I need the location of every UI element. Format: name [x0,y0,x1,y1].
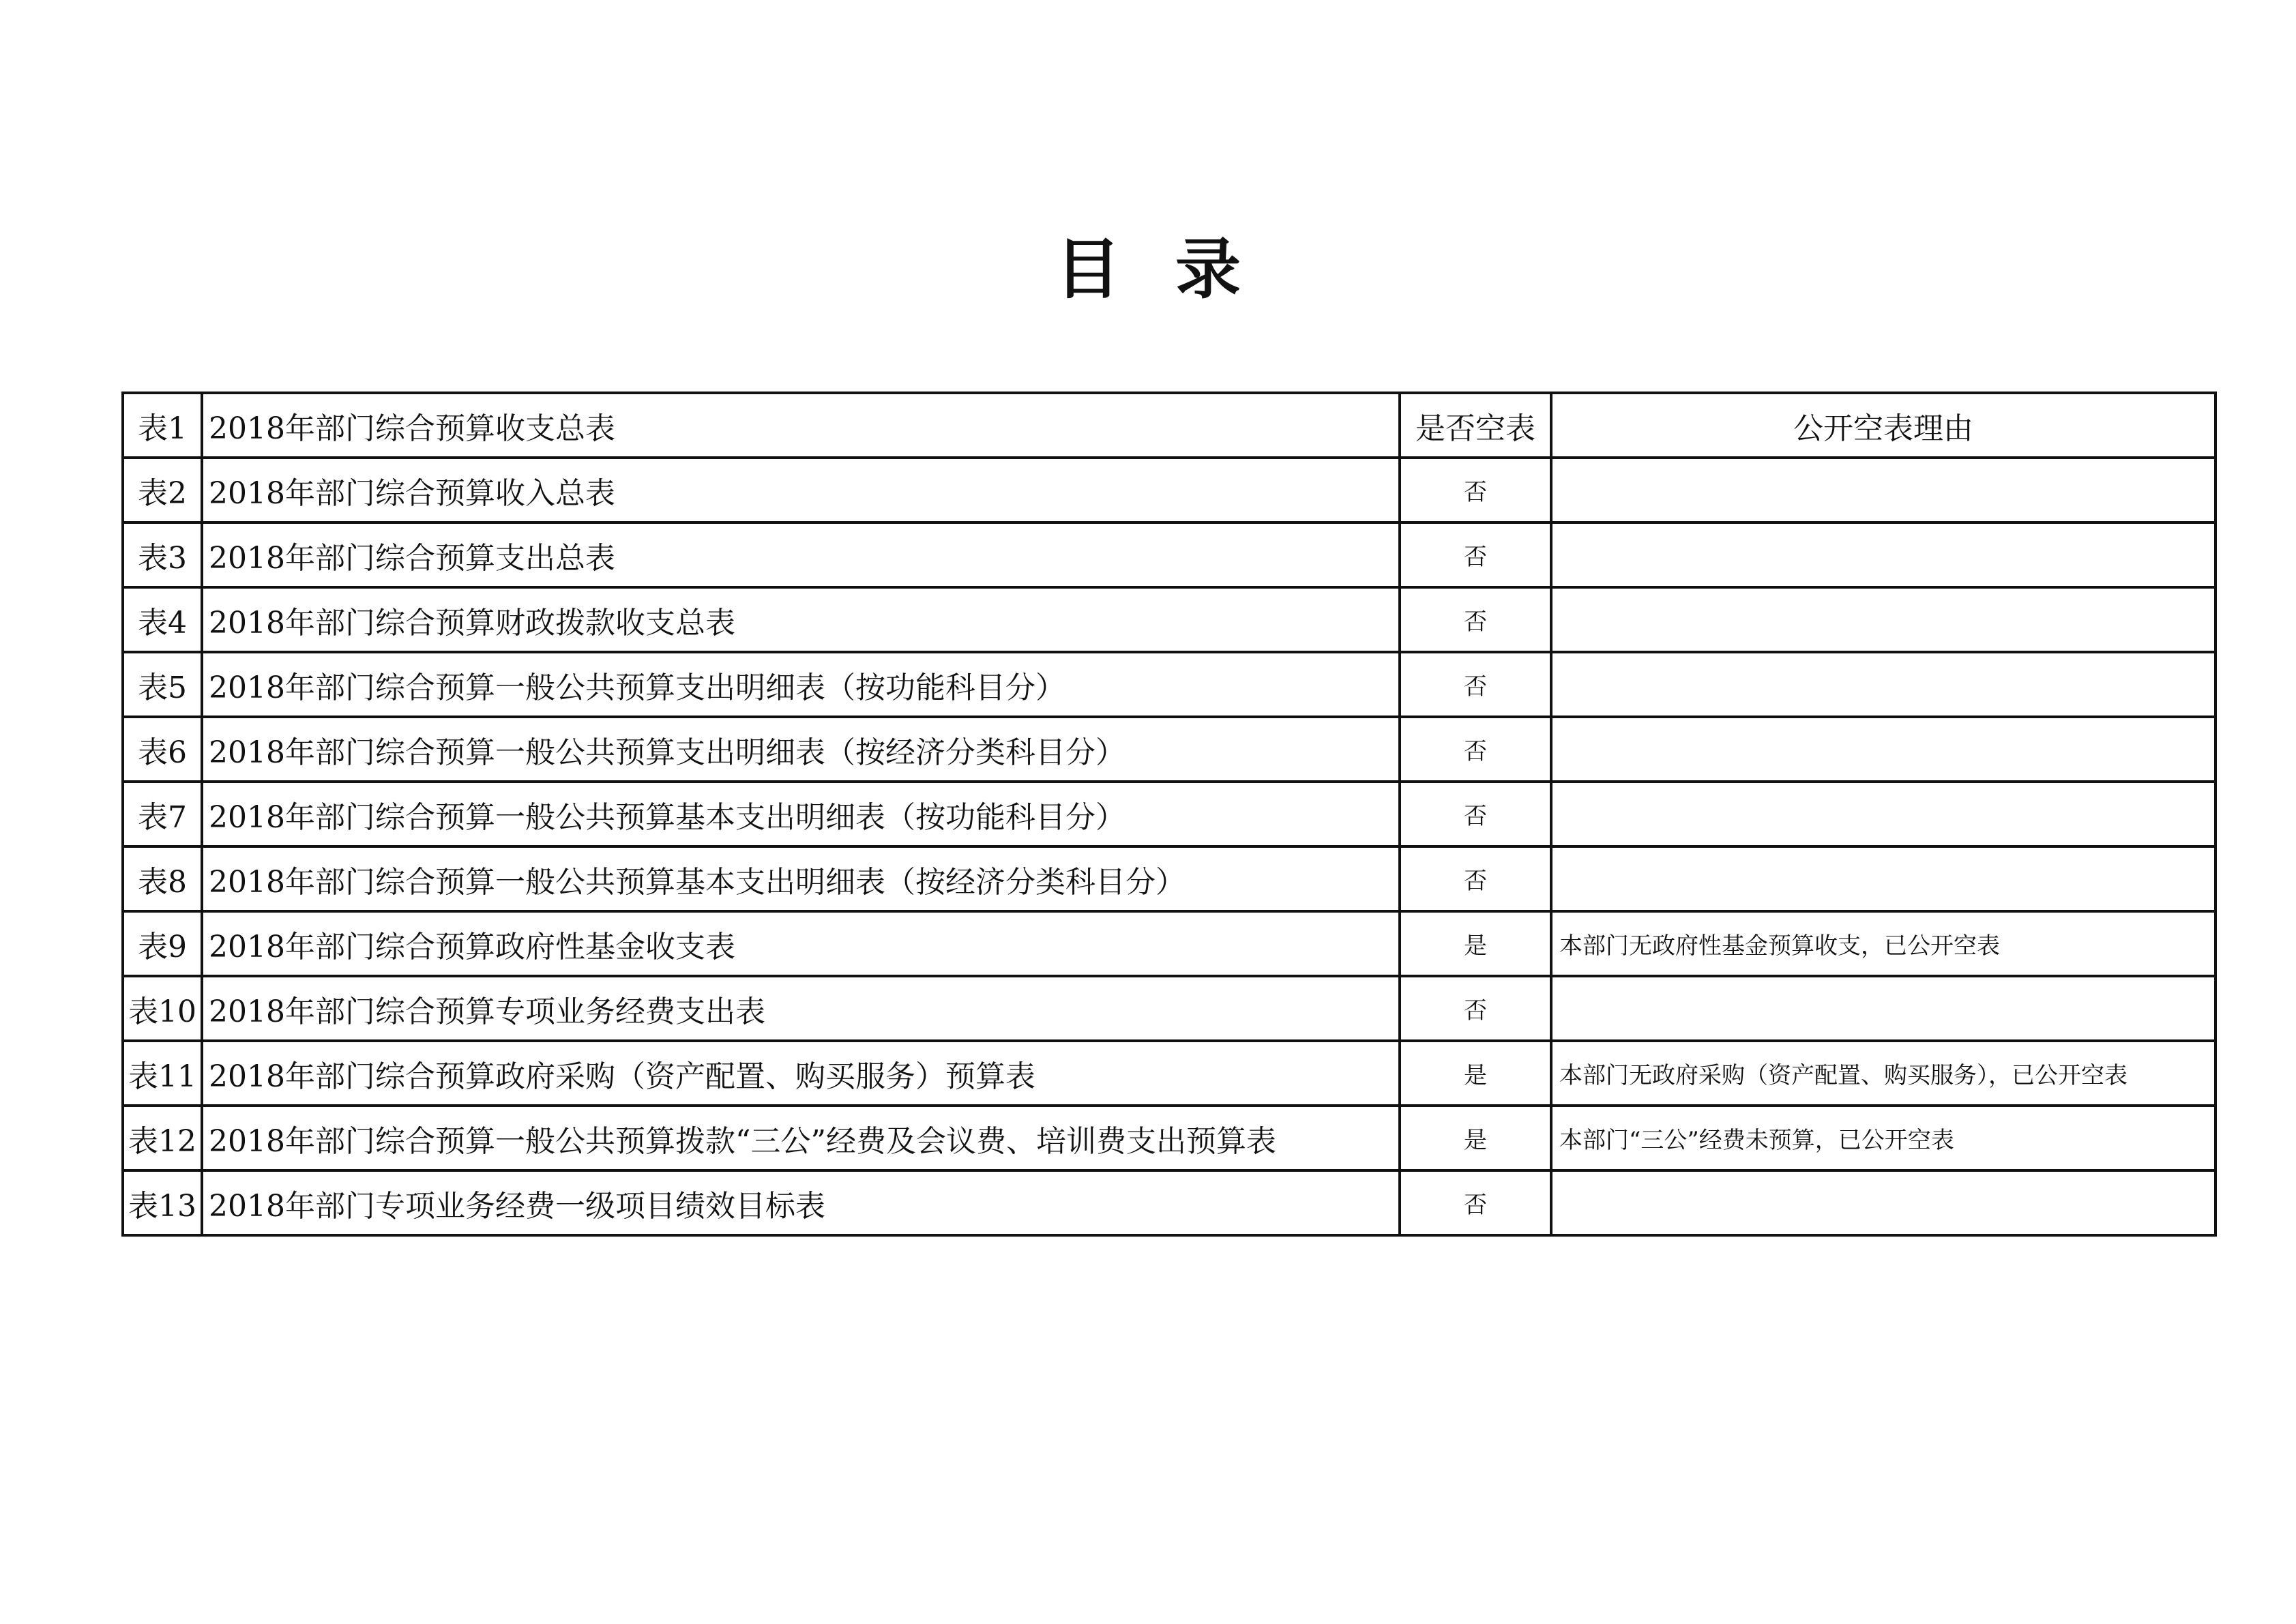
page-title [0,225,2296,314]
table-number-cell: 表4 [123,587,202,652]
is-empty-cell: 否 [1400,846,1551,911]
table-row [123,846,2216,911]
table-name-cell: 2018年部门综合预算收支总表 [202,393,1400,458]
table-row [123,782,2216,846]
table-name-cell: 2018年部门综合预算政府性基金收支表 [202,911,1400,976]
empty-reason-cell [1551,846,2216,911]
table-number-cell: 表2 [123,458,202,522]
table-name-cell: 2018年部门综合预算一般公共预算基本支出明细表（按经济分类科目分） [202,846,1400,911]
is-empty-cell: 否 [1400,782,1551,846]
table-name-cell: 2018年部门综合预算财政拨款收支总表 [202,587,1400,652]
table-row [123,587,2216,652]
page-title-char-2: 录 [1175,231,1241,308]
table-number-cell: 表3 [123,522,202,587]
table-name-cell: 2018年部门综合预算专项业务经费支出表 [202,976,1400,1041]
is-empty-cell: 否 [1400,522,1551,587]
table-name-cell: 2018年部门综合预算政府采购（资产配置、购买服务）预算表 [202,1041,1400,1106]
page-title-char-1: 目 [1055,231,1121,308]
is-empty-cell: 是 [1400,1106,1551,1170]
table-name-cell: 2018年部门专项业务经费一级项目绩效目标表 [202,1170,1400,1235]
table-row [123,522,2216,587]
table-row [123,652,2216,717]
table-name-cell: 2018年部门综合预算收入总表 [202,458,1400,522]
table-header-row [123,393,2216,458]
empty-reason-header: 公开空表理由 [1551,393,2216,458]
table-row [123,976,2216,1041]
empty-reason-cell [1551,458,2216,522]
empty-reason-cell [1551,1170,2216,1235]
empty-reason-cell [1551,717,2216,782]
is-empty-cell: 是 [1400,1041,1551,1106]
is-empty-cell: 是 [1400,911,1551,976]
is-empty-cell: 否 [1400,652,1551,717]
toc-table [121,392,2217,1237]
table-number-cell: 表1 [123,393,202,458]
is-empty-cell: 否 [1400,587,1551,652]
table-row [123,1106,2216,1170]
table-row [123,458,2216,522]
table-name-cell: 2018年部门综合预算支出总表 [202,522,1400,587]
is-empty-cell: 否 [1400,458,1551,522]
empty-reason-cell [1551,652,2216,717]
empty-reason-cell [1551,976,2216,1041]
table-number-cell: 表6 [123,717,202,782]
table-name-cell: 2018年部门综合预算一般公共预算基本支出明细表（按功能科目分） [202,782,1400,846]
is-empty-cell: 否 [1400,717,1551,782]
table-row [123,1041,2216,1106]
empty-reason-cell: 本部门无政府采购（资产配置、购买服务），已公开空表 [1551,1041,2216,1106]
empty-reason-cell [1551,782,2216,846]
is-empty-cell: 否 [1400,976,1551,1041]
table-number-cell: 表9 [123,911,202,976]
table-number-cell: 表5 [123,652,202,717]
empty-reason-cell [1551,587,2216,652]
table-name-cell: 2018年部门综合预算一般公共预算拨款“三公”经费及会议费、培训费支出预算表 [202,1106,1400,1170]
table-name-cell: 2018年部门综合预算一般公共预算支出明细表（按经济分类科目分） [202,717,1400,782]
table-number-cell: 表7 [123,782,202,846]
table-row [123,717,2216,782]
table-number-cell: 表12 [123,1106,202,1170]
empty-reason-cell [1551,522,2216,587]
table-number-cell: 表11 [123,1041,202,1106]
table-row [123,1170,2216,1235]
empty-reason-cell: 本部门“三公”经费未预算，已公开空表 [1551,1106,2216,1170]
table-name-cell: 2018年部门综合预算一般公共预算支出明细表（按功能科目分） [202,652,1400,717]
table-row [123,911,2216,976]
table-number-cell: 表8 [123,846,202,911]
table-number-cell: 表10 [123,976,202,1041]
is-empty-header: 是否空表 [1400,393,1551,458]
is-empty-cell: 否 [1400,1170,1551,1235]
table-number-cell: 表13 [123,1170,202,1235]
empty-reason-cell: 本部门无政府性基金预算收支，已公开空表 [1551,911,2216,976]
